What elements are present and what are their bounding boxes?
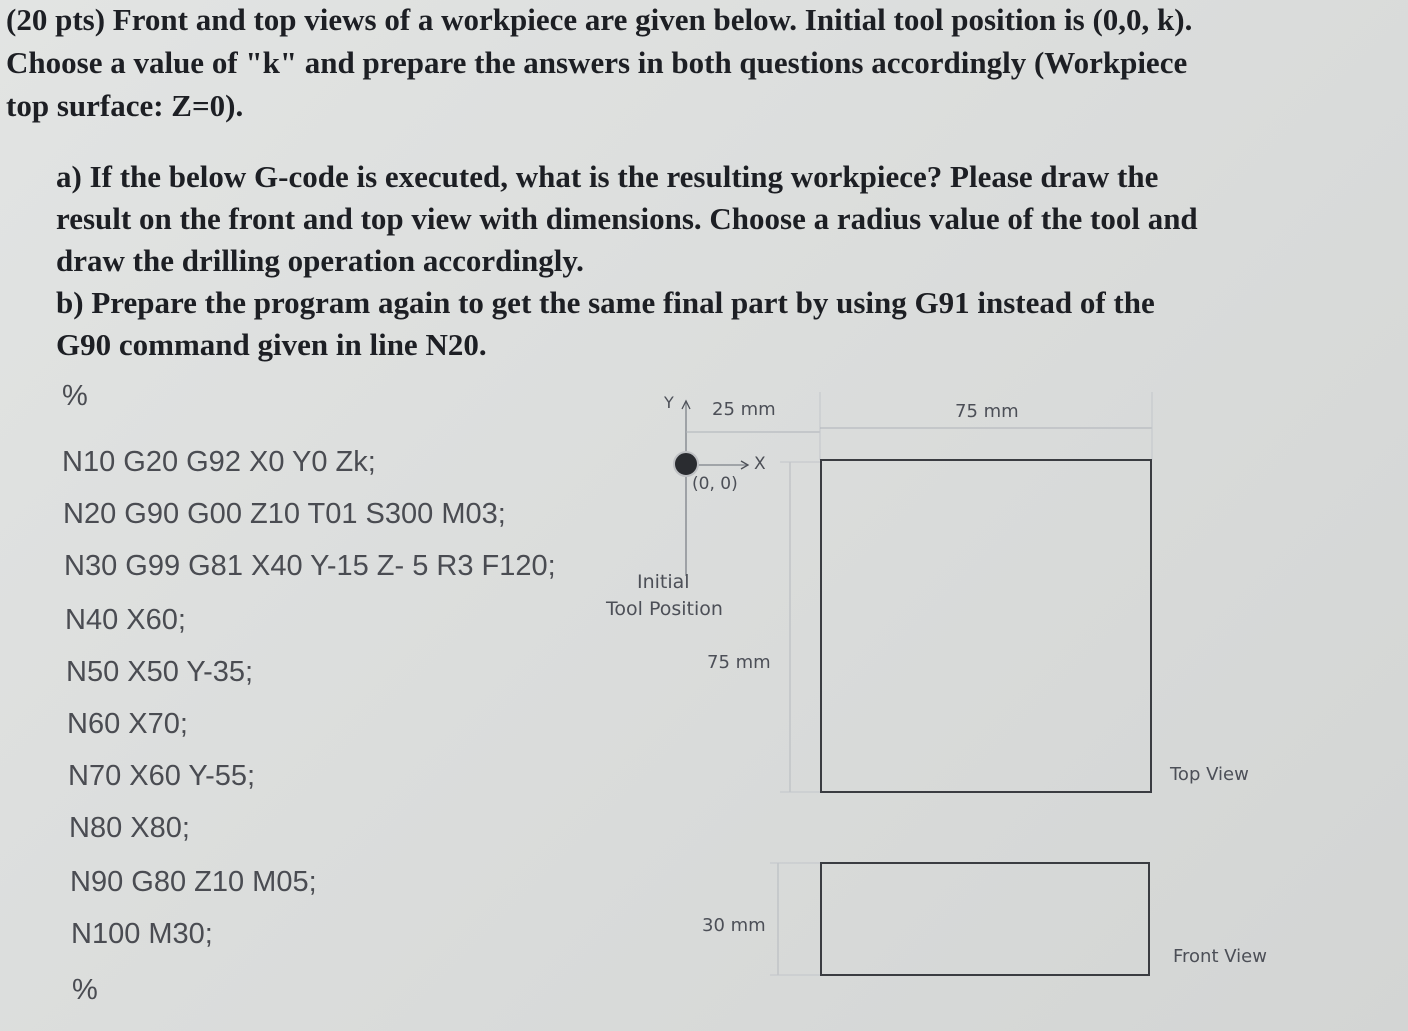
gcode-line: N90 G80 Z10 M05; — [70, 866, 317, 898]
tool-position-label: Tool Position — [606, 598, 723, 620]
gcode-line: N100 M30; — [71, 918, 213, 950]
gcode-line: N30 G99 G81 X40 Y-15 Z- 5 R3 F120; — [64, 550, 556, 582]
x-axis-label: X — [754, 454, 766, 474]
gcode-line: N80 X80; — [69, 812, 190, 844]
gcode-line: % — [72, 974, 98, 1006]
gcode-line: N20 G90 G00 Z10 T01 S300 M03; — [63, 498, 506, 530]
y-axis-label: Y — [664, 393, 674, 412]
dim-25-label: 25 mm — [712, 399, 776, 420]
question-a: a) If the below G-code is executed, what is the resulting workpiece? Please draw the result on the front and top view with dimensions. Choose a radius value of the tool and draw the drilling operation accordingly. — [56, 159, 1198, 278]
gcode-line: N40 X60; — [65, 604, 186, 636]
origin-label: (0, 0) — [692, 474, 738, 494]
top-view-rect — [821, 460, 1151, 792]
question-b: b) Prepare the program again to get the same final part by using G91 instead of the G90 command given in line N20. — [56, 285, 1155, 362]
problem-header: (20 pts) Front and top views of a workpiece are given below. Initial tool position is (0,0, k). Choose a value of "k" and prepare the answers in both questions accordingly (Workpiece top surface: Z=0). — [6, 2, 1193, 123]
front-view-rect — [821, 863, 1149, 975]
top-view-label: Top View — [1170, 764, 1249, 785]
dim-75-side-label: 75 mm — [707, 652, 771, 673]
front-view-label: Front View — [1173, 946, 1267, 967]
gcode-line: N70 X60 Y-55; — [68, 760, 256, 792]
initial-label: Initial — [637, 571, 690, 593]
dim-30-label: 30 mm — [702, 915, 766, 936]
gcode-line: N60 X70; — [67, 708, 188, 740]
gcode-line: N10 G20 G92 X0 Y0 Zk; — [62, 446, 376, 478]
gcode-line: % — [62, 380, 88, 412]
gcode-line: N50 X50 Y-35; — [66, 656, 254, 688]
origin-marker — [674, 452, 698, 476]
dim-75-top-label: 75 mm — [955, 401, 1019, 422]
